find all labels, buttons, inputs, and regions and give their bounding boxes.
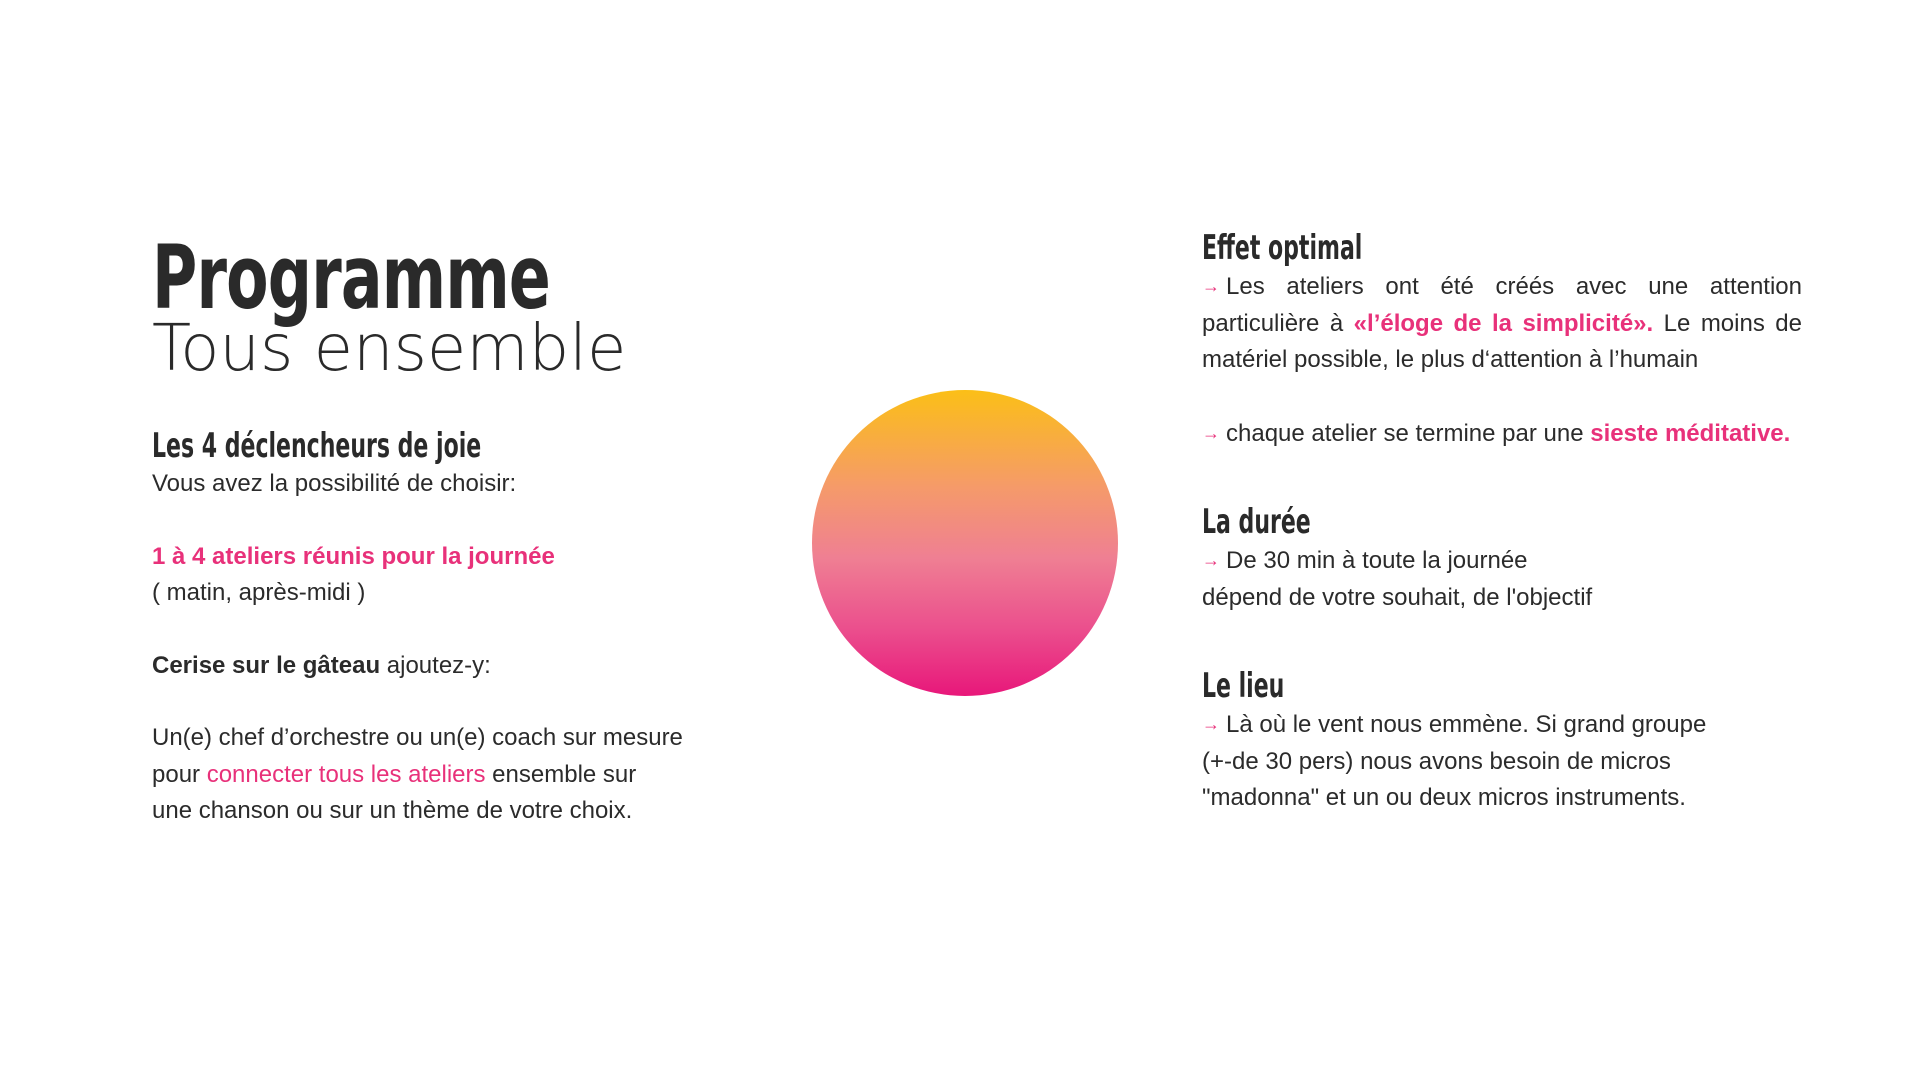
arrow-icon: → [1202,422,1220,443]
coach-line-2 [152,757,772,794]
lieu-line-1 [1202,706,1802,744]
duree-line-1-text: De 30 min à toute la journée [1226,547,1528,574]
duree-line-2: dépend de votre souhait, de l'objectif [1202,583,1593,611]
section-lieu [1202,666,1802,817]
intro-text: Vous avez la possibilité de choisir: [152,470,517,497]
section-heading-duree: La durée [1202,502,1311,542]
section-heading-lieu: Le lieu [1202,666,1285,706]
right-column [1202,228,1802,817]
effet-p1-post: Le moins de matériel possible, le plus d‘attention à l’humain [1202,309,1802,373]
duree-line-1 [1202,542,1802,580]
page-title: Programme [152,226,551,329]
cherry-rest: ajoutez-y: [380,651,491,679]
section-heading-declencheurs: Les 4 déclencheurs de joie [152,426,482,466]
arrow-icon: → [1202,276,1220,296]
section-heading-effet: Effet optimal [1202,228,1363,268]
arrow-icon: → [1202,714,1220,734]
coach-pre: pour [152,760,207,788]
cherry-bold: Cerise sur le gâteau [152,651,381,679]
effet-paragraph-1 [1202,268,1802,379]
lieu-line-2: (+-de 30 pers) nous avons besoin de micros [1202,747,1671,775]
coach-line-1: Un(e) chef d’orchestre ou un(e) coach sur mesure [152,724,683,751]
coach-line-3: une chanson ou sur un thème de votre choix. [152,797,633,824]
effet-p1-pre: Les ateliers ont été créés avec une attention particulière à [1202,273,1802,337]
arrow-icon: → [1202,550,1220,570]
option-highlight: 1 à 4 ateliers réunis pour la journée [152,542,555,570]
section-duree [1202,502,1802,616]
effet-paragraph-2 [1202,415,1802,453]
lieu-line-1-text: Là où le vent nous emmène. Si grand groupe [1226,711,1707,738]
coach-highlight: connecter tous les ateliers [206,760,486,788]
left-column [152,228,772,830]
effet-p1-highlight: «l’éloge de la simplicité». [1353,309,1654,337]
effet-p2-pre: chaque atelier se termine par une [1226,419,1591,447]
gradient-circle [812,390,1118,696]
effet-p2-highlight: sieste méditative. [1590,419,1791,447]
coach-post: ensemble sur [485,760,637,788]
lieu-line-3: "madonna" et un ou deux micros instruments. [1202,784,1686,811]
option-detail: ( matin, après-midi ) [152,579,366,606]
section-effet [1202,228,1802,452]
page-subtitle: Tous ensemble [152,312,627,386]
cherry-line [152,648,772,685]
